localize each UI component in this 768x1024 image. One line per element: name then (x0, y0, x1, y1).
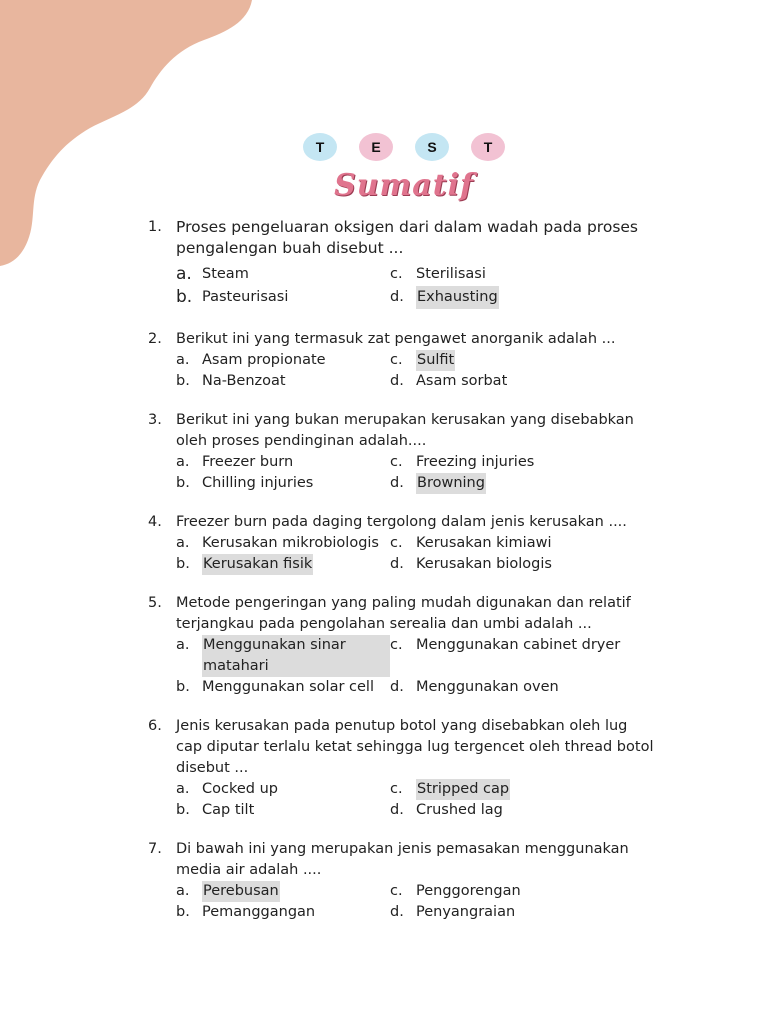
question-row (148, 329, 658, 350)
option-text-highlighted: Perebusan (202, 881, 280, 902)
test-letter-circle: S (415, 133, 449, 161)
answer-options (176, 635, 658, 698)
answer-option (390, 533, 658, 554)
answer-option (390, 263, 658, 286)
question-row (148, 512, 658, 533)
answer-options (176, 452, 658, 494)
question-item (148, 217, 658, 309)
answer-option (390, 800, 658, 821)
answer-option (390, 902, 658, 923)
option-text: Kerusakan kimiawi (416, 535, 552, 551)
option-text: Pasteurisasi (202, 289, 289, 305)
option-letter: d. (390, 556, 404, 572)
question-number: 6. (148, 718, 162, 734)
option-letter: b. (176, 287, 193, 307)
test-letters (40, 133, 768, 161)
answer-option (176, 800, 390, 821)
answer-option (176, 902, 390, 923)
option-text: Penyangraian (416, 904, 516, 920)
answer-option (390, 452, 658, 473)
answer-options (176, 881, 658, 923)
question-row (148, 839, 658, 881)
option-text: Steam (202, 266, 249, 282)
question-number: 2. (148, 331, 162, 347)
answer-option (176, 677, 390, 698)
answer-option (176, 263, 390, 286)
option-letter: b. (176, 904, 190, 920)
option-text: Freezer burn (202, 454, 294, 470)
option-text: Kerusakan mikrobiologis (202, 535, 379, 551)
option-letter: d. (390, 904, 404, 920)
answer-option (390, 473, 658, 494)
question-item (148, 410, 658, 494)
question-text: Berikut ini yang bukan merupakan kerusakan yang disebabkan oleh proses pendinginan adalah.... (176, 412, 634, 449)
question-text: Di bawah ini yang merupakan jenis pemasakan menggunakan media air adalah .... (176, 841, 629, 878)
option-text-highlighted: Sulfit (416, 350, 455, 371)
question-text: Metode pengeringan yang paling mudah digunakan dan relatif terjangkau pada pengolahan serealia dan umbi adalah ... (176, 595, 631, 632)
question-item (148, 839, 658, 923)
answer-options (176, 779, 658, 821)
question-row (148, 217, 658, 259)
answer-option (390, 371, 658, 392)
option-letter: d. (390, 373, 404, 389)
option-text: Cap tilt (202, 802, 255, 818)
option-letter: c. (390, 535, 403, 551)
option-text-highlighted: Stripped cap (416, 779, 510, 800)
question-row (148, 410, 658, 452)
answer-option (176, 286, 390, 309)
answer-option (176, 371, 390, 392)
option-letter: d. (390, 475, 404, 491)
question-text: Freezer burn pada daging tergolong dalam jenis kerusakan .... (176, 514, 627, 530)
option-text: Asam sorbat (416, 373, 508, 389)
question-number: 4. (148, 514, 162, 530)
option-letter: a. (176, 781, 190, 797)
answer-option (176, 452, 390, 473)
option-letter: c. (390, 352, 403, 368)
option-letter: a. (176, 352, 190, 368)
question-number: 5. (148, 595, 162, 611)
question-item (148, 512, 658, 575)
option-letter: b. (176, 802, 190, 818)
answer-option (390, 677, 658, 698)
option-letter: a. (176, 264, 192, 284)
option-text: Menggunakan oven (416, 679, 559, 695)
option-letter: a. (176, 535, 190, 551)
answer-option (176, 881, 390, 902)
test-header (0, 133, 768, 203)
answer-option (390, 350, 658, 371)
answer-option (176, 350, 390, 371)
option-text-highlighted: Browning (416, 473, 486, 494)
option-text: Na-Benzoat (202, 373, 286, 389)
answer-option (390, 881, 658, 902)
option-letter: b. (176, 679, 190, 695)
answer-option (176, 779, 390, 800)
question-item (148, 329, 658, 392)
question-number: 3. (148, 412, 162, 428)
question-list (148, 217, 658, 923)
option-text: Pemanggangan (202, 904, 316, 920)
option-text: Menggunakan cabinet dryer (416, 637, 621, 653)
option-letter: c. (390, 883, 403, 899)
option-letter: a. (176, 454, 190, 470)
option-text: Crushed lag (416, 802, 503, 818)
question-item (148, 716, 658, 821)
option-letter: d. (390, 289, 404, 305)
question-row (148, 593, 658, 635)
test-letter-circle: T (471, 133, 505, 161)
question-number: 1. (148, 219, 162, 235)
question-text: Proses pengeluaran oksigen dari dalam wadah pada proses pengalengan buah disebut ... (176, 218, 639, 257)
option-text-highlighted: Menggunakan sinar matahari (202, 635, 390, 677)
question-item (148, 593, 658, 698)
option-letter: b. (176, 373, 190, 389)
option-text-highlighted: Exhausting (416, 286, 499, 309)
option-letter: c. (390, 781, 403, 797)
answer-options (176, 263, 658, 309)
question-text: Berikut ini yang termasuk zat pengawet anorganik adalah ... (176, 331, 616, 347)
option-letter: c. (390, 266, 403, 282)
option-text: Freezing injuries (416, 454, 535, 470)
test-letter-circle: T (303, 133, 337, 161)
answer-option (390, 554, 658, 575)
subtitle-sumatif: Sumatif (334, 168, 474, 203)
test-letter-circle: E (359, 133, 393, 161)
option-text-highlighted: Kerusakan fisik (202, 554, 313, 575)
option-letter: c. (390, 454, 403, 470)
option-text: Asam propionate (202, 352, 326, 368)
option-letter: c. (390, 637, 403, 653)
question-number: 7. (148, 841, 162, 857)
answer-options (176, 350, 658, 392)
option-text: Kerusakan biologis (416, 556, 552, 572)
option-letter: d. (390, 679, 404, 695)
answer-option (176, 554, 390, 575)
answer-option (176, 635, 390, 677)
option-text: Penggorengan (416, 883, 521, 899)
option-text: Chilling injuries (202, 475, 314, 491)
answer-option (390, 286, 658, 309)
option-letter: d. (390, 802, 404, 818)
answer-option (176, 473, 390, 494)
answer-option (390, 635, 658, 677)
option-text: Menggunakan solar cell (202, 679, 374, 695)
option-text: Sterilisasi (416, 266, 486, 282)
answer-option (390, 779, 658, 800)
option-text: Cocked up (202, 781, 278, 797)
question-text: Jenis kerusakan pada penutup botol yang disebabkan oleh lug cap diputar terlalu ketat sehingga lug tergencet oleh thread botol disebut ... (176, 718, 654, 776)
answer-options (176, 533, 658, 575)
option-letter: a. (176, 883, 190, 899)
option-letter: b. (176, 556, 190, 572)
question-row (148, 716, 658, 779)
option-letter: a. (176, 637, 190, 653)
option-letter: b. (176, 475, 190, 491)
answer-option (176, 533, 390, 554)
